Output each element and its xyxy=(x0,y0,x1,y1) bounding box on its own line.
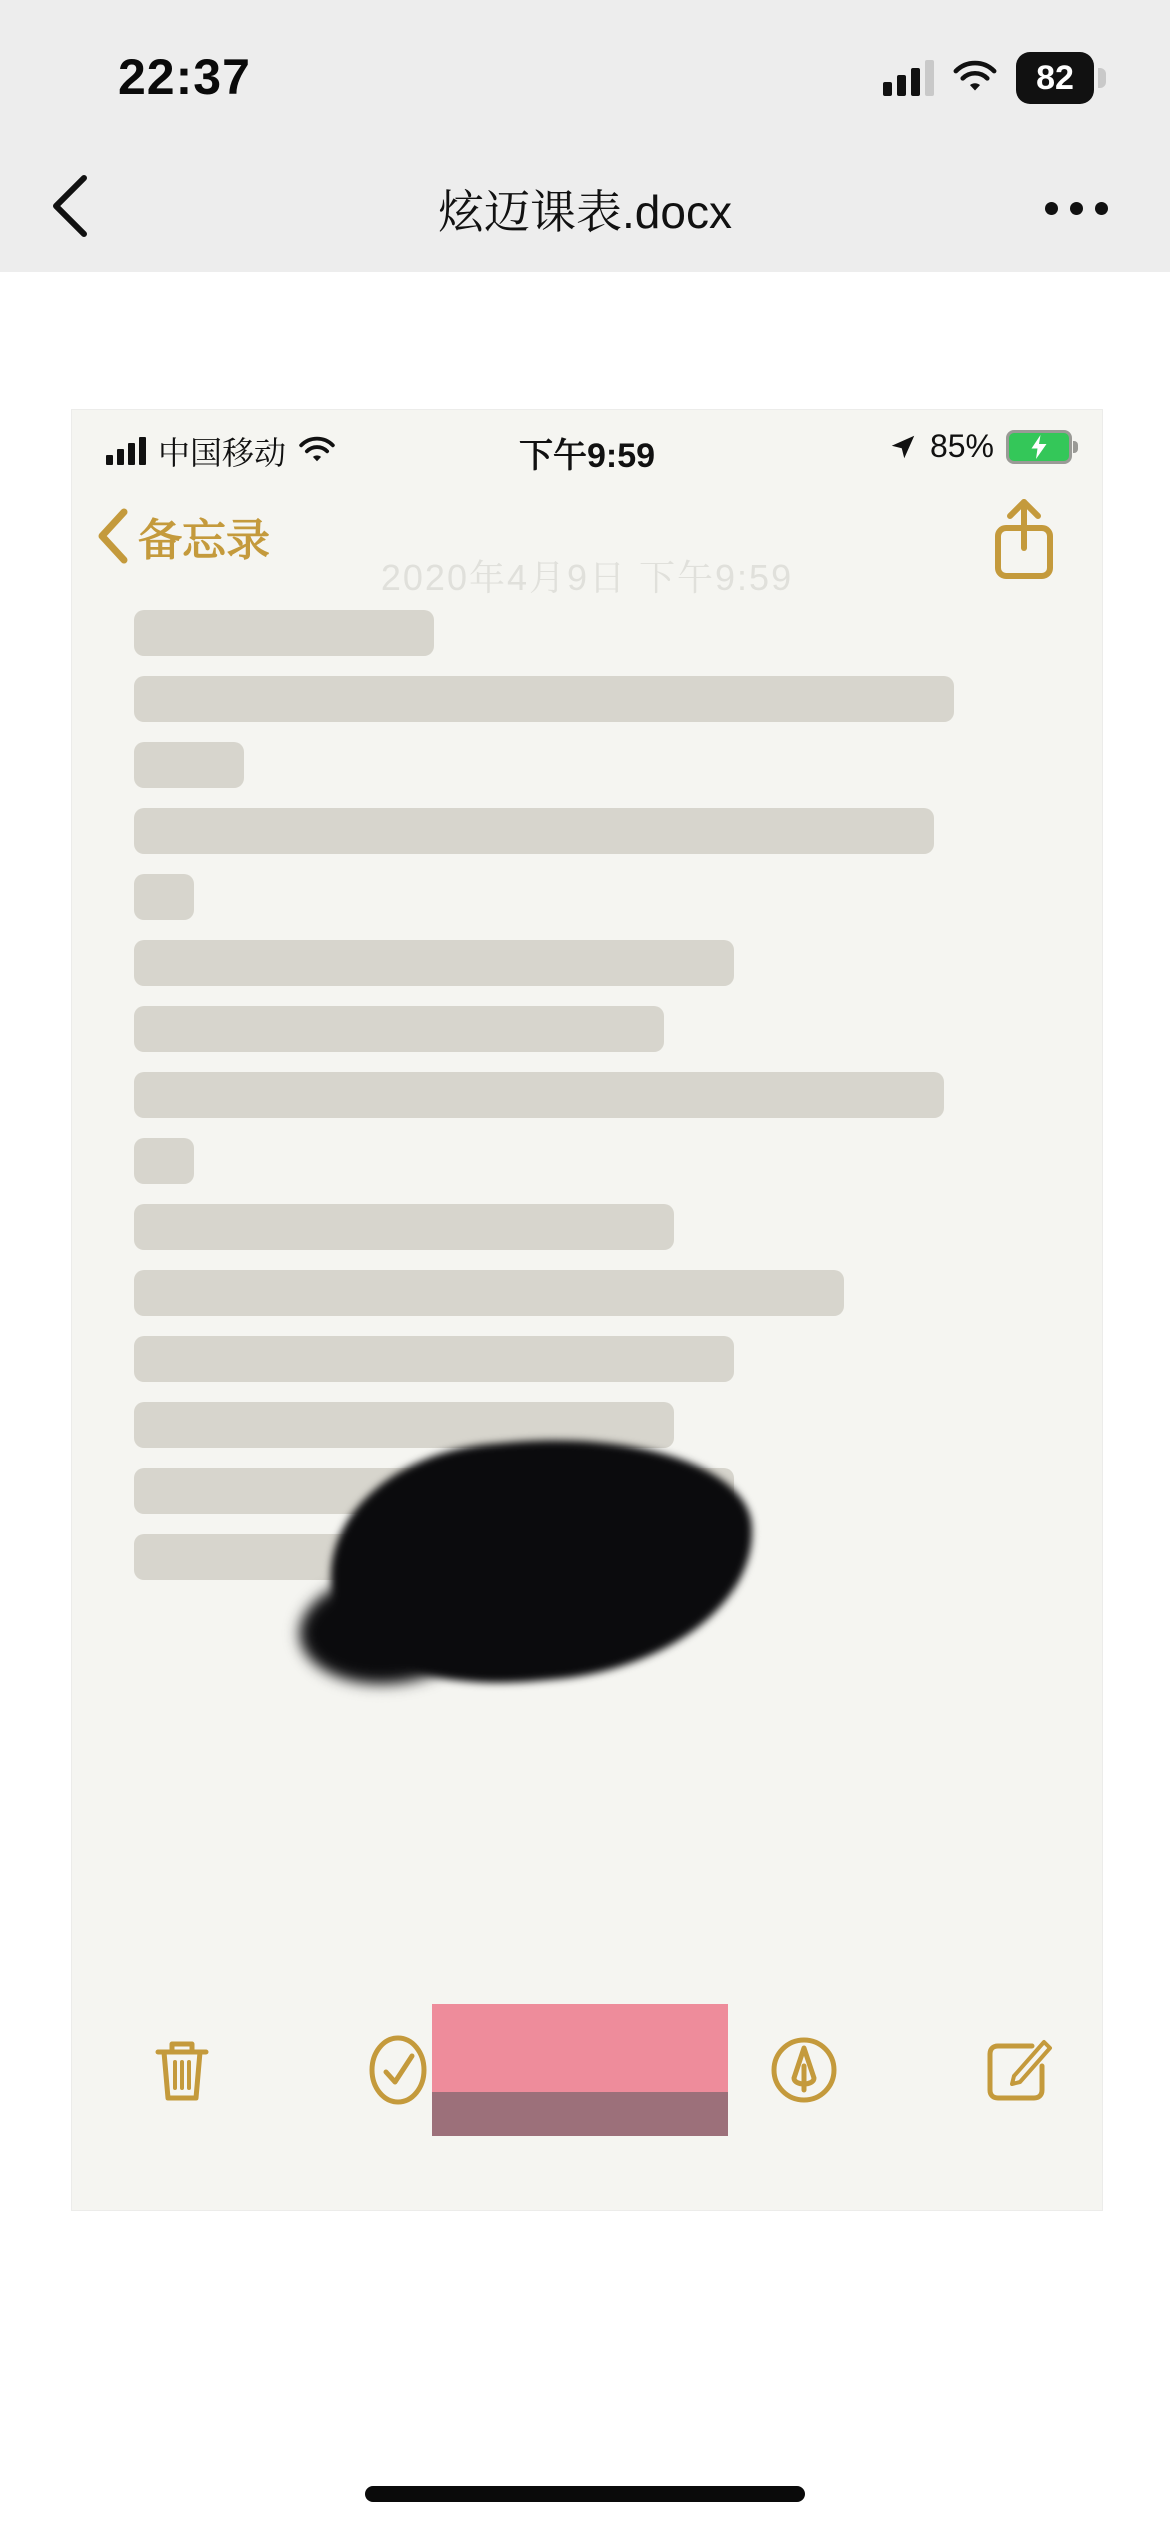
redacted-text-line xyxy=(134,742,244,788)
battery-indicator xyxy=(1016,52,1094,104)
inner-battery-percent: 85% xyxy=(929,428,994,464)
battery-percent: 82 xyxy=(1036,58,1074,97)
redacted-text-line xyxy=(134,808,934,854)
doc-viewer-navbar xyxy=(0,140,1170,272)
watermark-url-strip-redacted xyxy=(432,2092,728,2136)
markup-icon[interactable] xyxy=(766,2032,842,2108)
redacted-text-line xyxy=(134,1270,844,1316)
redacted-text-line xyxy=(134,940,734,986)
redacted-text-line xyxy=(134,874,194,920)
redacted-text-line xyxy=(134,1204,674,1250)
checklist-icon[interactable] xyxy=(360,2032,436,2108)
document-title: 炫迈课表.docx xyxy=(438,186,732,238)
redacted-text-line xyxy=(134,1006,664,1052)
notes-toolbar xyxy=(72,2020,1102,2140)
inner-status-time: 下午9:59 xyxy=(518,437,656,475)
charging-battery-icon xyxy=(1006,430,1072,464)
more-options-button[interactable] xyxy=(1045,202,1108,215)
note-timestamp: 2020年4月9日 下午9:59 xyxy=(380,557,794,598)
redacted-text-line xyxy=(134,1072,944,1118)
redacted-text-line xyxy=(134,1336,734,1382)
compose-icon[interactable] xyxy=(980,2032,1056,2108)
cellular-signal-icon xyxy=(883,60,934,96)
location-arrow-icon xyxy=(888,432,918,462)
status-bar xyxy=(0,0,1170,140)
carrier-label: 中国移动 xyxy=(158,435,287,471)
redacted-text-line xyxy=(134,676,954,722)
wifi-icon xyxy=(952,60,998,96)
watermark-block-redacted xyxy=(432,2004,728,2136)
redacted-text-line xyxy=(134,610,434,656)
home-indicator[interactable] xyxy=(365,2486,805,2502)
ellipsis-icon xyxy=(1045,202,1058,215)
top-chrome xyxy=(0,0,1170,272)
inner-status-bar xyxy=(72,424,1102,480)
notes-back-label: 备忘录 xyxy=(138,516,270,565)
trash-icon[interactable] xyxy=(144,2032,220,2108)
redacted-text-line xyxy=(134,1138,194,1184)
embedded-notes-screenshot xyxy=(72,410,1102,2210)
status-time: 22:37 xyxy=(118,49,251,105)
